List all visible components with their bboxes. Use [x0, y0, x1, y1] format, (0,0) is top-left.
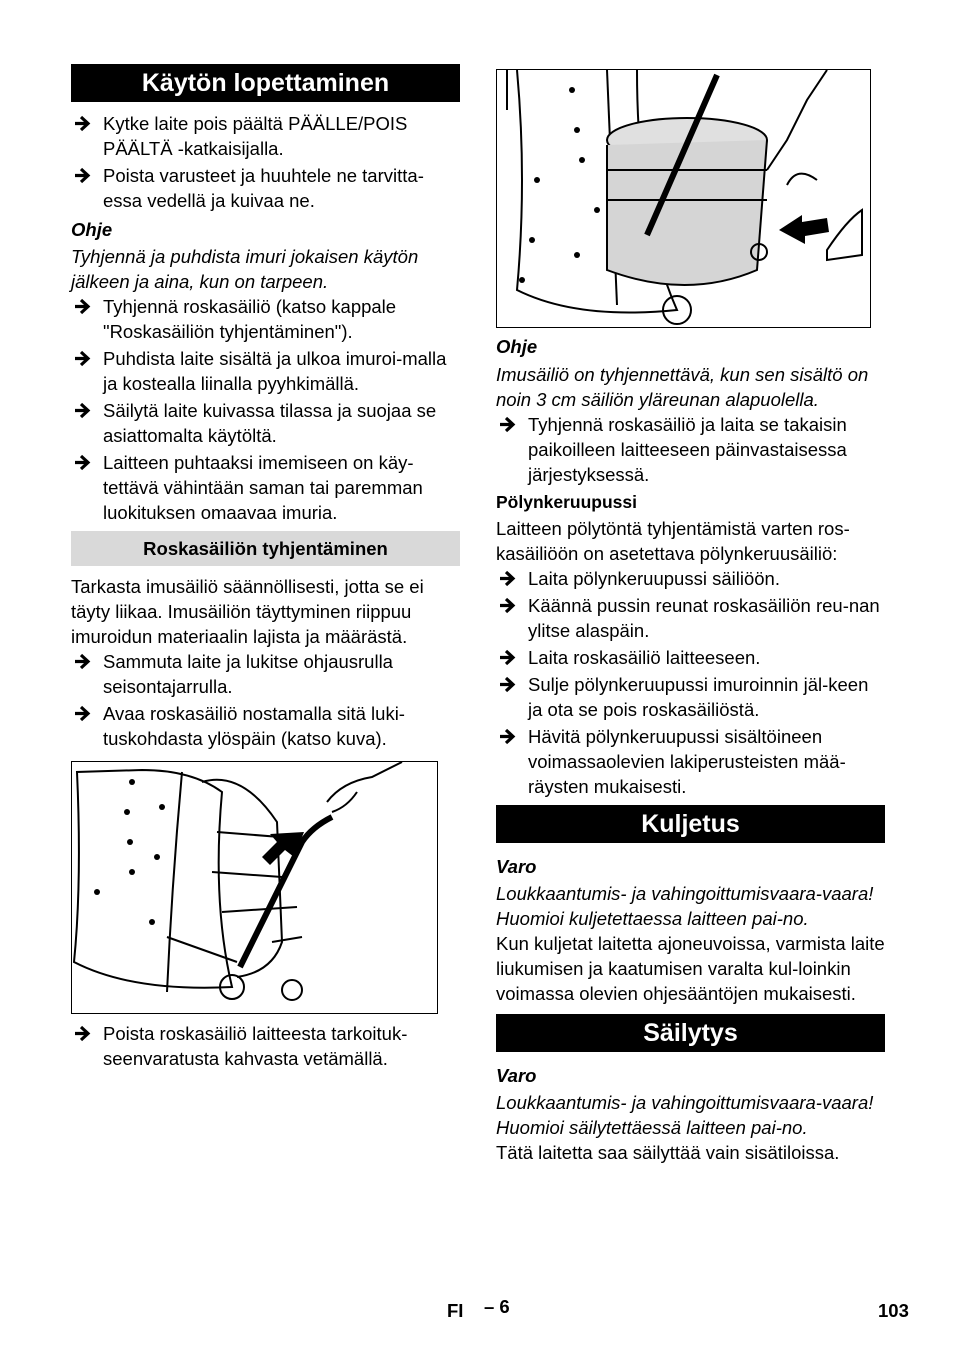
- list-item-text: Hävitä pölynkeruupussi sisältöineen voimassaolevien lakiperusteisten mää-räysten mukaisesti.: [528, 726, 846, 797]
- vacuum-container-pull-illustration: [497, 70, 870, 327]
- list-item: [71, 450, 460, 525]
- arrow-right-icon: [73, 649, 93, 674]
- list-item: [496, 645, 885, 670]
- footer-section-page: – 6: [484, 1296, 510, 1317]
- list-item-text: Sulje pölynkeruupussi imuroinnin jäl-keen ja ota se pois roskasäiliöstä.: [528, 674, 869, 720]
- steps-list: [71, 111, 460, 213]
- list-item-text: Tyhjennä roskasäiliö ja laita se takaisin paikoilleen laitteeseen päinvastaisessa järjestyksessä.: [528, 414, 847, 485]
- list-item: [71, 649, 460, 699]
- section-heading-stop-use: Käytön lopettaminen: [71, 64, 460, 102]
- list-item: [71, 294, 460, 344]
- subsection-heading-empty-container: Roskasäiliön tyhjentäminen: [71, 531, 460, 566]
- arrow-right-icon: [498, 672, 518, 697]
- list-item-text: Kytke laite pois päältä PÄÄLLE/POIS PÄÄLTÄ -katkaisijalla.: [103, 113, 408, 159]
- arrow-right-icon: [73, 294, 93, 319]
- list-item: [71, 701, 460, 751]
- arrow-right-icon: [498, 566, 518, 591]
- section-heading-storage: Säilytys: [496, 1014, 885, 1052]
- list-item-text: Poista roskasäiliö laitteesta tarkoituk-seenvaratusta kahvasta vetämällä.: [103, 1023, 408, 1069]
- note-text: Imusäiliö on tyhjennettävä, kun sen sisältö on noin 3 cm säiliön yläreunan alapuolella.: [496, 364, 869, 410]
- list-item-text: Laita roskasäiliö laitteeseen.: [528, 647, 761, 668]
- arrow-right-icon: [73, 111, 93, 136]
- note-heading: Ohje: [71, 219, 113, 240]
- list-item-text: Avaa roskasäiliö nostamalla sitä luki-tuskohdasta ylöspäin (katso kuva).: [103, 703, 405, 749]
- list-item: [496, 724, 885, 799]
- arrow-right-icon: [73, 398, 93, 423]
- arrow-right-icon: [73, 163, 93, 188]
- caution-text: Loukkaantumis- ja vahingoittumisvaara-vaara! Huomioi säilytettäessä laitteen pai-no.: [496, 1092, 874, 1138]
- list-item: [71, 398, 460, 448]
- dust-bag-intro: Laitteen pölytöntä tyhjentämistä varten ros-kasäiliöön on asetettava pölynkeruusäiliö:: [496, 518, 850, 564]
- list-item: [496, 593, 885, 643]
- arrow-right-icon: [498, 412, 518, 437]
- vacuum-lift-illustration: [72, 762, 437, 1013]
- caution-heading: Varo: [496, 856, 537, 877]
- storage-paragraph: Tätä laitetta saa säilyttää vain sisätiloissa.: [496, 1142, 840, 1163]
- arrow-right-icon: [73, 346, 93, 371]
- arrow-right-icon: [73, 450, 93, 475]
- figure-open-container: [71, 761, 438, 1014]
- list-item: [496, 412, 885, 487]
- arrow-right-icon: [498, 724, 518, 749]
- list-item: [496, 672, 885, 722]
- caution-text: Loukkaantumis- ja vahingoittumisvaara-vaara! Huomioi kuljetettaessa laitteen pai-no.: [496, 883, 874, 929]
- steps-list: [496, 566, 885, 799]
- steps-list: [71, 294, 460, 525]
- note-text: Tyhjennä ja puhdista imuri jokaisen käytön jälkeen ja aina, kun on tarpeen.: [71, 246, 419, 292]
- steps-list: [71, 649, 460, 751]
- list-item: [71, 346, 460, 396]
- list-item-text: Puhdista laite sisältä ja ulkoa imuroi-malla ja kostealla liinalla pyyhkimällä.: [103, 348, 447, 394]
- transport-paragraph: Kun kuljetat laitetta ajoneuvoissa, varmista laite liukumisen ja kaatumisen varalta kul-loinkin voimassa olevien ohjesääntöjen mukaisesti.: [496, 933, 885, 1004]
- list-item-text: Laita pölynkeruupussi säiliöön.: [528, 568, 780, 589]
- footer-page-number: 103: [878, 1300, 909, 1321]
- list-item-text: Laitteen puhtaaksi imemiseen on käy-tettävä vähintään saman tai paremman luokituksen omaavaa imuria.: [103, 452, 423, 523]
- steps-list: [496, 412, 885, 487]
- list-item-text: Poista varusteet ja huuhtele ne tarvitta-essa vedellä ja kuivaa ne.: [103, 165, 424, 211]
- left-column: [71, 64, 460, 1073]
- right-column: [496, 69, 885, 1165]
- figure-remove-container: [496, 69, 871, 328]
- arrow-right-icon: [73, 1021, 93, 1046]
- arrow-right-icon: [498, 645, 518, 670]
- intro-paragraph: Tarkasta imusäiliö säännöllisesti, jotta se ei täyty liikaa. Imusäiliön täyttyminen riippuu imuroidun materiaalin lajista ja määrästä.: [71, 576, 424, 647]
- dust-bag-heading: Pölynkeruupussi: [496, 492, 638, 512]
- list-item: [71, 1021, 460, 1071]
- arrow-right-icon: [498, 593, 518, 618]
- list-item-text: Säilytä laite kuivassa tilassa ja suojaa se asiattomalta käytöltä.: [103, 400, 437, 446]
- list-item-text: Tyhjennä roskasäiliö (katso kappale "Roskasäiliön tyhjentäminen").: [103, 296, 397, 342]
- list-item: [71, 163, 460, 213]
- list-item: [496, 566, 885, 591]
- list-item-text: Sammuta laite ja lukitse ohjausrulla seisontajarrulla.: [103, 651, 393, 697]
- note-heading: Ohje: [496, 336, 538, 357]
- section-heading-transport: Kuljetus: [496, 805, 885, 843]
- caution-heading: Varo: [496, 1065, 537, 1086]
- list-item: [71, 111, 460, 161]
- list-item-text: Käännä pussin reunat roskasäiliön reu-nan ylitse alaspäin.: [528, 595, 880, 641]
- footer-language: FI: [447, 1300, 464, 1321]
- steps-list: [71, 1021, 460, 1071]
- arrow-right-icon: [73, 701, 93, 726]
